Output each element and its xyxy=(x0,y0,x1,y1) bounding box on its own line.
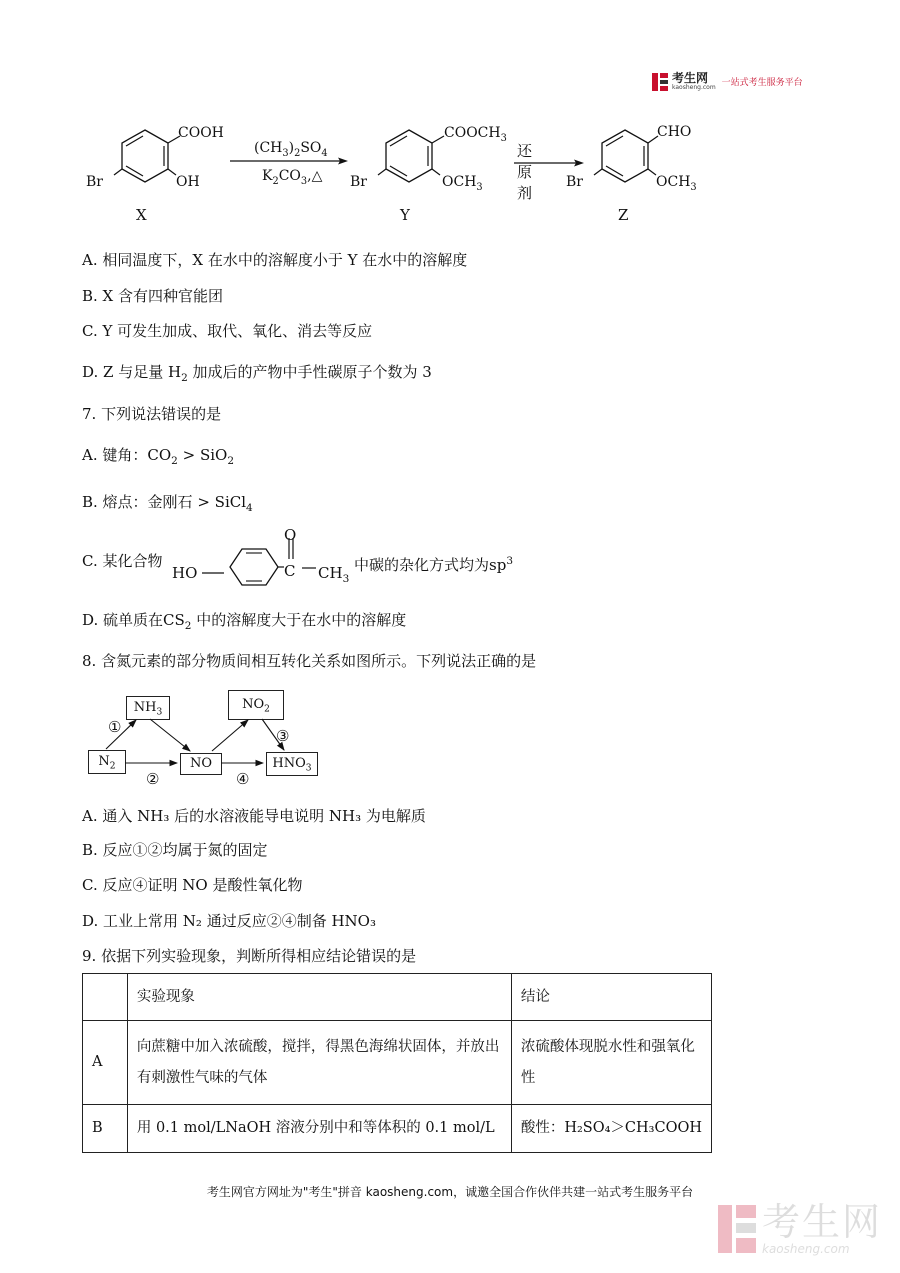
y-cooch3-label: $COOCH_3$ xyxy=(444,125,507,144)
table-row xyxy=(83,1105,712,1153)
q8-option-d: D. 工业上常用 N₂ 通过反应②④制备 HNO₃ xyxy=(82,912,376,930)
q6-option-b: B. X 含有四种官能团 xyxy=(82,287,224,305)
reagent1-bottom: $K_2CO_3,\triangle$ xyxy=(262,168,323,187)
brand-header xyxy=(652,72,803,91)
watermark-name: 考生网 xyxy=(762,1200,883,1244)
q8-option-c: C. 反应④证明 NO 是酸性氧化物 xyxy=(82,876,303,894)
q7-mol-c: C xyxy=(284,562,296,580)
q6-option-c: C. Y 可发生加成、取代、氧化、消去等反应 xyxy=(82,322,373,340)
brand-logo-icon xyxy=(652,73,668,91)
marker-r3: ③ xyxy=(276,727,290,745)
node-no2: $NO_2$ xyxy=(228,690,284,720)
q6-option-a: A. 相同温度下，X 在水中的溶解度小于 Y 在水中的溶解度 xyxy=(82,251,468,269)
marker-r2: ② xyxy=(146,770,160,788)
brand-url: kaosheng.com xyxy=(672,84,716,91)
q7-stem: 7. 下列说法错误的是 xyxy=(82,405,222,423)
q7-option-c-tail: 中碳的杂化方式均为$sp^3$ xyxy=(354,555,513,574)
node-n2: $N_2$ xyxy=(88,750,126,774)
reagent1-top: $(CH_3)_2SO_4$ xyxy=(254,140,328,159)
y-och3-label: $OCH_3$ xyxy=(442,174,483,193)
q7-option-d: D. 硫单质在$CS_2$ 中的溶解度大于在水中的溶解度 xyxy=(82,611,407,632)
diagram-arrows xyxy=(0,0,340,790)
q9-table xyxy=(82,973,712,1153)
q8-stem: 8. 含氮元素的部分物质间相互转化关系如图所示。下列说法正确的是 xyxy=(82,652,537,670)
row-conclusion: 浓硫酸体现脱水性和强氧化性 xyxy=(511,1021,711,1105)
table-row xyxy=(83,1021,712,1105)
x-oh-label: OH xyxy=(176,174,200,190)
marker-r4: ④ xyxy=(236,770,250,788)
label-x: X xyxy=(136,206,147,224)
label-y: Y xyxy=(400,206,410,224)
q7-mol-ch3: $CH_3$ xyxy=(318,564,350,585)
z-och3-label: $OCH_3$ xyxy=(656,174,697,193)
table-header-cell xyxy=(83,974,128,1021)
node-hno3: $HNO_3$ xyxy=(266,752,318,776)
page-footer: 考生网官方网址为"考生"拼音 kaosheng.com，诚邀全国合作伙伴共建一站式考生服务平台 xyxy=(206,1185,694,1199)
y-br-label: Br xyxy=(350,174,367,190)
q6-option-d: D. Z 与足量 $H_2$ 加成后的产物中手性碳原子个数为 3 xyxy=(82,363,432,384)
z-cho-label: CHO xyxy=(657,124,692,140)
row-phenomenon: 向蔗糖中加入浓硫酸，搅拌，得黑色海绵状固体，并放出有刺激性气味的气体 xyxy=(127,1021,511,1105)
x-br-label: Br xyxy=(86,174,103,190)
x-cooh-label: COOH xyxy=(178,125,224,141)
table-header-cell: 结论 xyxy=(511,974,711,1021)
q8-option-a: A. 通入 NH₃ 后的水溶液能导电说明 NH₃ 为电解质 xyxy=(82,807,426,825)
marker-r1: ① xyxy=(108,718,122,736)
brand-slogan: 一站式考生服务平台 xyxy=(721,78,803,88)
q7-option-a: A. 键角：$CO_2 > SiO_2$ xyxy=(82,446,235,467)
q9-stem: 9. 依据下列实验现象，判断所得相应结论错误的是 xyxy=(82,947,417,965)
row-conclusion: 酸性：H₂SO₄＞CH₃COOH xyxy=(511,1105,711,1153)
watermark xyxy=(718,1202,882,1256)
q7-option-b: B. 熔点：金刚石 > SiCl$_4$ xyxy=(82,493,253,514)
node-no: NO xyxy=(180,753,222,775)
reagent2-label: 还原剂 xyxy=(517,142,533,202)
table-header-cell: 实验现象 xyxy=(127,974,511,1021)
watermark-logo-icon xyxy=(718,1205,756,1253)
q7-mol-o: O xyxy=(284,526,297,544)
row-label: A xyxy=(83,1021,128,1105)
q7-option-c-label: C. 某化合物 xyxy=(82,552,163,570)
q8-option-b: B. 反应①②均属于氮的固定 xyxy=(82,841,268,859)
z-br-label: Br xyxy=(566,174,583,190)
reaction-arrow-2 xyxy=(514,158,586,168)
node-nh3: $NH_3$ xyxy=(126,696,170,720)
label-z: Z xyxy=(618,206,629,224)
brand-name: 考生网 xyxy=(672,71,709,85)
row-label: B xyxy=(83,1105,128,1153)
row-phenomenon: 用 0.1 mol/LNaOH 溶液分别中和等体积的 0.1 mol/L xyxy=(127,1105,511,1153)
watermark-url: kaosheng.com xyxy=(762,1242,850,1256)
table-header-row xyxy=(83,974,712,1021)
q7-mol-ho: HO xyxy=(172,564,198,582)
